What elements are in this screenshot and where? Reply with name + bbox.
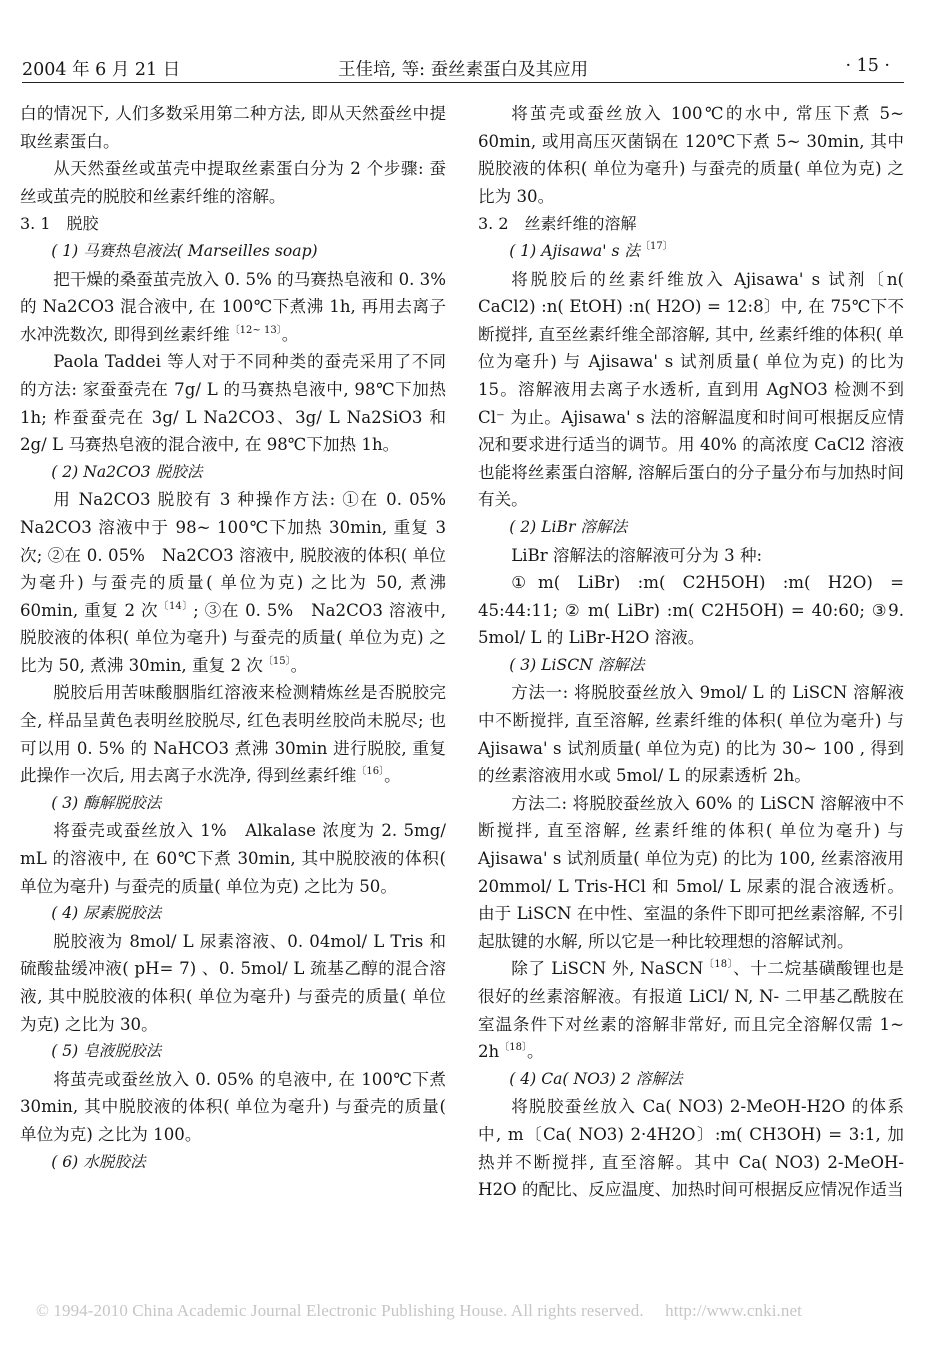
- method-heading: [20, 459, 446, 487]
- citation-ref: 〔18〕: [703, 959, 734, 971]
- method-title: ( 2) LiBr 溶解法: [509, 517, 628, 536]
- method-title: ( 3) LiSCN 溶解法: [509, 655, 645, 674]
- paragraph: 方法一: 将脱胶蚕丝放入 9mol/ L 的 LiSCN 溶解液中不断搅拌, 直至溶解, 丝素纤维的体积( 单位为毫升) 与 Ajisawa' s 试剂质量( 单位为克) 的比为 30~ 100 , 得到的丝素溶液用水或 5mol/ L 的尿素透析 2h。: [478, 683, 904, 786]
- right-column: [478, 100, 904, 1204]
- paragraph: 除了 LiSCN 外, NaSCN$^{〔18〕}$、十二烷基磺酸锂也是很好的丝素溶解液。有报道 LiCl/ N, N- 二甲基乙酰胺在室温条件下对丝素的溶解非常好, 而且完全溶解仅需 1~ $2h^{〔18〕}$。: [478, 959, 904, 1062]
- method-heading: [20, 238, 446, 266]
- copyright-watermark: © 1994-2010 China Academic Journal Electronic Publishing House. All rights reserved. http://www.cnki.net: [36, 1301, 802, 1320]
- method-title: ( 3) 酶解脱胶法: [51, 793, 162, 812]
- running-header: [22, 52, 904, 82]
- section-heading-dissolution: 3. 2 丝素纤维的溶解: [478, 214, 637, 234]
- paragraph: 脱胶液为 8mol/ L 尿素溶液、0. 04mol/ L Tris 和硫酸盐缓冲液( pH= 7) 、0. 5mol/ L 巯基乙醇的混合溶液, 其中脱胶液的体积( 单位为毫升) 与蚕壳的质量( 单位为克) 之比为 30。: [20, 931, 446, 1034]
- paragraph: 用 Na2CO3 脱胶有 3 种操作方法: ①在 0. 05% Na2CO3 溶液中于 98~ 100℃下加热 30min, 重复 3 次; ②在 0. 05% Na2CO3 溶液中, 脱胶液的体积( 单位为毫升) 与蚕壳的质量( 单位为克) 之比为 50, 煮沸 60min, 重复 2 次$^{〔14〕}$; ③在 0. 5% Na2CO3 溶液中, 脱胶液的体积( 单位为毫升) 与蚕壳的质量( 单位为克) 之比为 50, 煮沸 30min, 重复 2 次$^{〔15〕}$。: [20, 490, 446, 675]
- paragraph: LiBr 溶解法的溶解液可分为 3 种:: [511, 545, 763, 565]
- paragraph: 方法二: 将脱胶蚕丝放入 60% 的 LiSCN 溶解液中不断搅拌, 直至溶解, 丝素纤维的体积( 单位为毫升) 与 Ajisawa' s 试剂质量( 单位为克) 的比为 100, 丝素溶液用 20mmol/ L Tris-HCl 和 5mol/ L 尿素的混合液透析。由于 LiSCN 在中性、室温的条件下即可把丝素溶解, 不引起肽键的水解, 所以它是一种比较理想的溶解试剂。: [478, 793, 904, 951]
- method-title: ( 1) Ajisawa' s 法: [509, 241, 641, 260]
- method-title: ( 4) Ca( NO3) 2 溶解法: [509, 1069, 683, 1088]
- left-column: [20, 100, 446, 1176]
- citation-ref: 〔16〕: [356, 766, 385, 778]
- citation-ref: 〔15〕: [262, 655, 291, 667]
- section-heading-degumming: 3. 1 脱胶: [20, 214, 99, 234]
- method-title: ( 6) 水脱胶法: [51, 1152, 146, 1171]
- method-heading: [478, 514, 904, 542]
- paragraph: 将茧壳或蚕丝放入 100℃的水中, 常压下煮 5~ 60min, 或用高压灭菌锅在 120℃下煮 5~ 30min, 其中脱胶液的体积( 单位为毫升) 与蚕壳的质量( 单位为克) 之比为 30。: [478, 104, 904, 206]
- method-heading: [20, 1149, 446, 1177]
- paragraph-text: 除了 LiSCN 外, NaSCN: [511, 959, 704, 979]
- paragraph: 将脱胶后的丝素纤维放入 Ajisawa' s 试剂〔n( CaCl2) :n( EtOH) :n( H2O) = 12:8〕中, 在 75℃下不断搅拌, 直至丝素纤维全部溶解, 其中, 丝素纤维的体积( 单位为毫升) 与 Ajisawa' s 试剂质量( 单位为克) 的比为 15。溶解液用去离子水透析, 直到用 AgNO3 检测不到 Cl⁻ 为止。Ajisawa' s 法的溶解温度和时间可根据反应情况和要求进行适当的调节。用 40% 的高浓度 CaCl2 溶液也能将丝素蛋白溶解, 溶解后蛋白的分子量分布与加热时间有关。: [478, 269, 904, 510]
- header-title: 王佳培, 等: 蚕丝素蛋白及其应用: [338, 60, 589, 80]
- method-title: ( 4) 尿素脱胶法: [51, 904, 162, 923]
- paragraph: 白的情况下, 人们多数采用第二种方法, 即从天然蚕丝中提取丝素蛋白。: [20, 104, 446, 151]
- paragraph: 把干燥的桑蚕茧壳放入 0. 5% 的马赛热皂液和 0. 3% 的 Na2CO3 混合液中, 在 100℃下煮沸 1h, 再用去离子水冲洗数次, 即得到丝素纤维$^{〔12\sim 13〕}$。: [20, 269, 446, 344]
- citation-ref: 〔18〕: [499, 1042, 527, 1054]
- paragraph: 将茧壳或蚕丝放入 0. 05% 的皂液中, 在 100℃下煮 30min, 其中脱胶液的体积( 单位为毫升) 与蚕壳的质量( 单位为克) 之比为 100。: [20, 1069, 446, 1144]
- paragraph: 脱胶后用苦味酸胭脂红溶液来检测精炼丝是否脱胶完全, 样品呈黄色表明丝胶脱尽, 红色表明丝胶尚未脱尽; 也可以用 0. 5% 的 NaHCO3 煮沸 30min 进行脱胶, 重复此操作一次后, 用去离子水洗净, 得到丝素纤维$^{〔16〕}$。: [20, 683, 446, 786]
- paragraph-text: 把干燥的桑蚕茧壳放入 0. 5% 的马赛热皂液和 0. 3% 的 Na2CO3 混合液中, 在 100℃下煮沸 1h, 再用去离子水冲洗数次, 即得到丝素纤维: [20, 269, 446, 344]
- method-heading: [478, 1066, 904, 1094]
- header-rule: [22, 82, 904, 83]
- method-heading: [20, 900, 446, 928]
- paragraph: 从天然蚕丝或茧壳中提取丝素蛋白分为 2 个步骤: 蚕丝或茧壳的脱胶和丝素纤维的溶解。: [20, 159, 446, 206]
- method-heading: [478, 652, 904, 680]
- paragraph-text: 、十二烷基磺酸锂也是很好的丝素溶解液。有报道 LiCl/ N, N- 二甲基乙酰胺在室温条件下对丝素的溶解非常好, 而且完全溶解仅需 1~ 2h: [478, 959, 904, 1062]
- paragraph: 将脱胶蚕丝放入 Ca( NO3) 2-MeOH-H2O 的体系中, m〔Ca( NO3) 2·4H2O〕:m( CH3OH) = 3:1, 加热并不断搅拌, 直至溶解。其中 Ca( NO3) 2-MeOH-H2O 的配比、反应温度、加热时间可根据反应情况作适当: [478, 1097, 904, 1200]
- paragraph: 将蚕壳或蚕丝放入 1% Alkalase 浓度为 2. 5mg/ mL 的溶液中, 在 60℃下煮 30min, 其中脱胶液的体积( 单位为毫升) 与蚕壳的质量( 单位为克) 之比为 50。: [20, 821, 446, 896]
- paragraph: ①m( LiBr) :m( C2H5OH) :m( H2O) = 45:44:11; ② m( LiBr) :m( C2H5OH) = 40:60; ③9. 5mol/ L 的 LiBr-H2O 溶液。: [478, 573, 904, 648]
- citation-ref: 〔12~ 13〕: [229, 324, 282, 336]
- paragraph: Paola Taddei 等人对于不同种类的蚕壳采用了不同的方法: 家蚕蚕壳在 7g/ L 的马赛热皂液中, 98℃下加热 1h; 柞蚕蚕壳在 3g/ L Na2CO3、3g/ L Na2SiO3 和 2g/ L 马赛热皂液的混合液中, 在 98℃下加热 1h。: [20, 352, 446, 455]
- paragraph-text: 用 Na2CO3 脱胶有 3 种操作方法: ①在 0. 05% Na2CO3 溶液中于 98~ 100℃下加热 30min, 重复 3 次; ②在 0. 05% Na2CO3 溶液中, 脱胶液的体积( 单位为毫升) 与蚕壳的质量( 单位为克) 之比为 50, 煮沸 60min, 重复 2 次: [20, 490, 446, 620]
- citation-ref: 〔14〕: [158, 600, 194, 612]
- method-heading: [20, 1038, 446, 1066]
- citation-ref: 〔17〕: [640, 240, 673, 252]
- method-heading: [20, 790, 446, 818]
- method-title: ( 2) Na2CO3 脱胶法: [51, 462, 203, 481]
- header-date: 2004 年 6 月 21 日: [22, 60, 181, 80]
- paragraph-text: ; ③在 0. 5% Na2CO3 溶液中, 脱胶液的体积( 单位为毫升) 与蚕壳的质量( 单位为克) 之比为 50, 煮沸 30min, 重复 2 次: [20, 600, 446, 675]
- header-page-number: · 15 ·: [845, 56, 890, 76]
- paragraph-text: 脱胶后用苦味酸胭脂红溶液来检测精炼丝是否脱胶完全, 样品呈黄色表明丝胶脱尽, 红色表明丝胶尚未脱尽; 也可以用 0. 5% 的 NaHCO3 煮沸 30min 进行脱胶, 重复此操作一次后, 用去离子水洗净, 得到丝素纤维: [20, 683, 446, 786]
- method-title: ( 1) 马赛热皂液法( Marseilles soap): [51, 241, 318, 260]
- method-title: ( 5) 皂液脱胶法: [51, 1042, 162, 1061]
- method-heading: [478, 238, 904, 266]
